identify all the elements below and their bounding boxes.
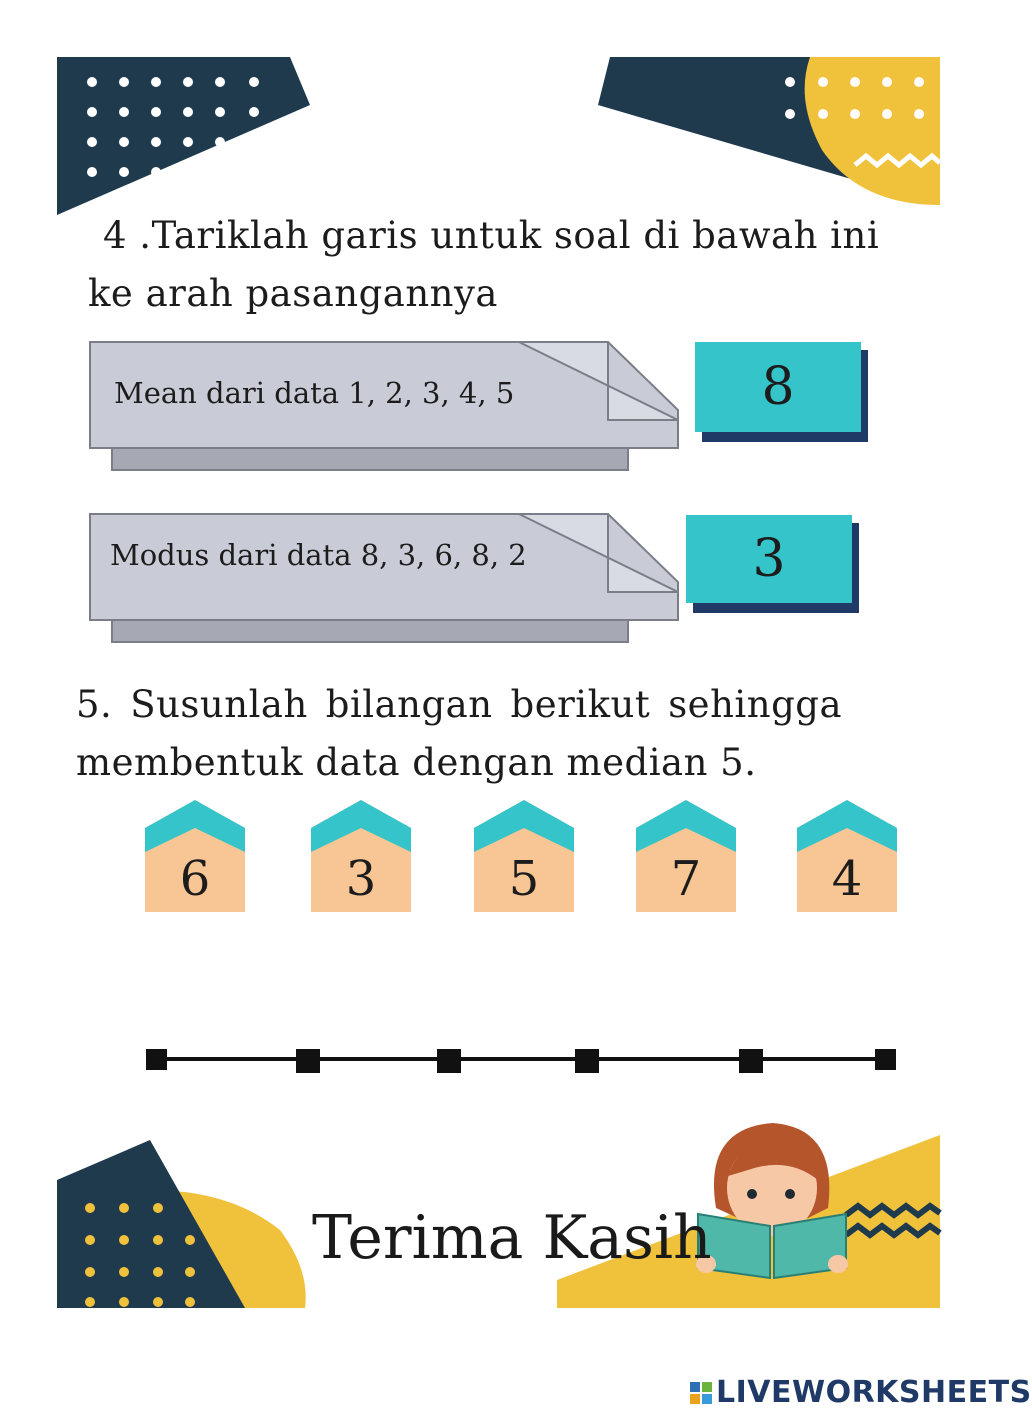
- answer-box-8[interactable]: [695, 342, 871, 442]
- number-tile-value: 7: [670, 851, 702, 907]
- liveworksheets-logo[interactable]: [690, 1375, 1032, 1410]
- drop-slot[interactable]: [875, 1049, 896, 1070]
- reading-girl-illustration: [688, 1118, 858, 1284]
- number-tile[interactable]: [636, 800, 736, 912]
- question-4-line-1: 4 .Tariklah garis untuk soal di bawah ini: [103, 214, 880, 257]
- number-tile-value: 6: [179, 851, 211, 907]
- question-5-line-1: 5. Susunlah bilangan berikut sehingga: [76, 683, 842, 726]
- drop-slot[interactable]: [296, 1049, 320, 1073]
- drop-slot[interactable]: [437, 1049, 461, 1073]
- number-tile[interactable]: [145, 800, 245, 912]
- number-tile-value: 4: [831, 851, 863, 907]
- number-tile[interactable]: [311, 800, 411, 912]
- number-tile-value: 5: [508, 851, 540, 907]
- closing-text: Terima Kasih: [312, 1203, 712, 1273]
- number-tile-value: 3: [345, 851, 377, 907]
- card-mean-label: Mean dari data 1, 2, 3, 4, 5: [114, 376, 515, 410]
- top-decoration: [0, 0, 999, 230]
- question-5-line-2: membentuk data dengan median 5.: [76, 741, 757, 784]
- statement-card-mean[interactable]: [88, 340, 628, 475]
- logo-text: LIVEWORKSHEETS: [716, 1375, 1032, 1410]
- answer-box-value: 8: [695, 342, 861, 432]
- number-tile[interactable]: [797, 800, 897, 912]
- question-4-line-2: ke arah pasangannya: [88, 272, 498, 315]
- card-modus-label: Modus dari data 8, 3, 6, 8, 2: [110, 538, 527, 572]
- statement-card-modus[interactable]: [88, 512, 628, 647]
- drop-slot[interactable]: [146, 1049, 167, 1070]
- answer-box-value: 3: [686, 515, 852, 603]
- answer-box-3[interactable]: [686, 515, 862, 613]
- drop-slot[interactable]: [739, 1049, 763, 1073]
- logo-icon: [690, 1382, 712, 1404]
- folded-card-shape: [88, 512, 628, 647]
- number-tile[interactable]: [474, 800, 574, 912]
- drop-slot[interactable]: [575, 1049, 599, 1073]
